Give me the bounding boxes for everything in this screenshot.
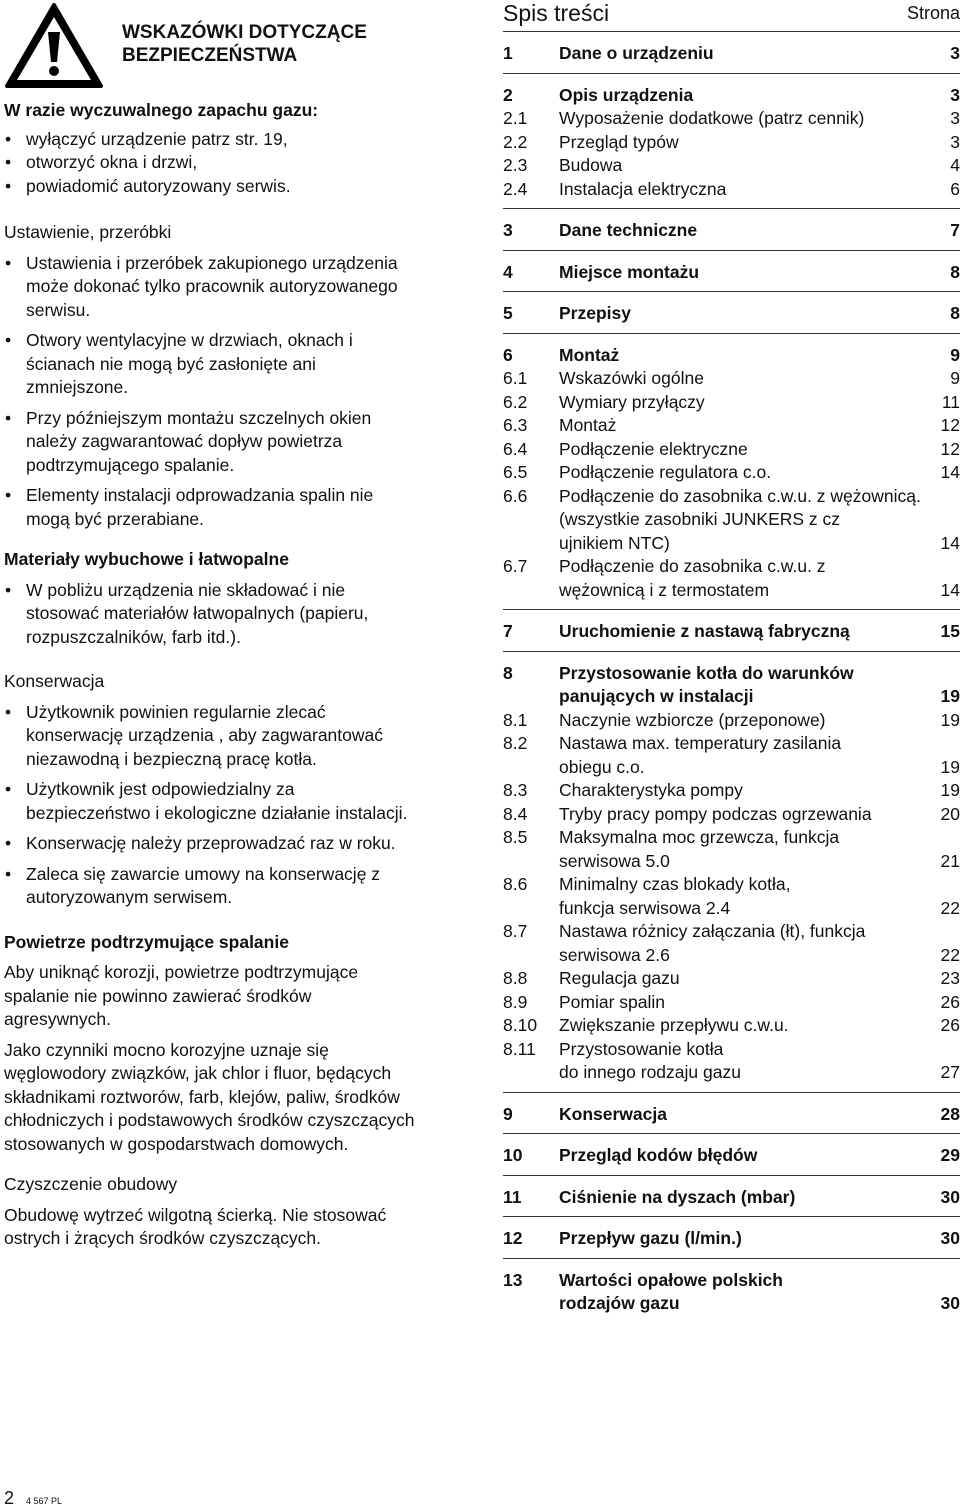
section-heading: W razie wyczuwalnego zapachu gazu: bbox=[4, 100, 319, 120]
toc-entry-title: Charakterystyka pompy bbox=[559, 780, 743, 800]
toc-entry-page: 22 bbox=[940, 944, 960, 965]
toc-entry[interactable] bbox=[503, 826, 960, 873]
toc-entry-number: 3 bbox=[503, 220, 513, 240]
toc-entry-page: 14 bbox=[940, 462, 960, 482]
toc-section bbox=[503, 334, 960, 611]
toc-entry-title: Nastawa max. temperatury zasilania bbox=[559, 733, 842, 753]
paragraph: Aby uniknąć korozji, powietrze podtrzymujące spalanie nie powinno zawierać środków agresywnych. bbox=[4, 962, 359, 1029]
toc-entry-title: Podłączenie do zasobnika c.w.u. z bbox=[559, 556, 826, 576]
toc-entry[interactable] bbox=[503, 555, 960, 602]
toc-entry-title: Przystosowanie kotła do warunków bbox=[559, 662, 854, 683]
toc-entry-number: 6.5 bbox=[503, 462, 528, 482]
toc-section bbox=[503, 292, 960, 334]
toc-entry-number: 2 bbox=[503, 84, 513, 105]
toc-entry-number: 6.7 bbox=[503, 556, 528, 576]
toc-entry-number: 13 bbox=[503, 1269, 523, 1290]
toc-section bbox=[503, 1134, 960, 1176]
toc-entry-number: 8.1 bbox=[503, 709, 528, 730]
toc-entry-title: obiegu c.o. bbox=[559, 756, 645, 777]
toc-entry[interactable] bbox=[503, 84, 960, 108]
bullet-item: • Konserwację należy przeprowadzać raz w roku. bbox=[4, 832, 479, 856]
toc-section bbox=[503, 1093, 960, 1135]
toc-entry[interactable] bbox=[503, 1038, 960, 1085]
toc-entry-number: 10 bbox=[503, 1145, 523, 1165]
toc-entry[interactable] bbox=[503, 461, 960, 485]
toc-entry[interactable] bbox=[503, 1103, 960, 1127]
toc-section bbox=[503, 209, 960, 251]
toc-entry-number: 6.6 bbox=[503, 485, 528, 506]
warning-title-line: BEZPIECZEŃSTWA bbox=[122, 45, 298, 66]
toc-entry-number: 2.3 bbox=[503, 155, 528, 175]
toc-entry-title: Montaż bbox=[559, 415, 617, 435]
toc-entry-title: Zwiększanie przepływu c.w.u. bbox=[559, 1015, 789, 1035]
bullet-item: • Otwory wentylacyjne w drzwiach, oknach i ścianach nie mogą być zasłonięte ani zmniejszone. bbox=[4, 329, 479, 400]
toc-entry[interactable] bbox=[503, 732, 960, 779]
toc-entry-number: 8.5 bbox=[503, 827, 528, 847]
toc-entry-page: 19 bbox=[940, 780, 960, 800]
toc-entry-number: 8.11 bbox=[503, 1038, 536, 1059]
toc-entry[interactable] bbox=[503, 967, 960, 991]
toc-entry[interactable] bbox=[503, 991, 960, 1015]
toc-entry[interactable] bbox=[503, 438, 960, 462]
toc-entry-number: 2.2 bbox=[503, 131, 528, 152]
toc-entry[interactable] bbox=[503, 1144, 960, 1168]
toc-entry[interactable] bbox=[503, 873, 960, 920]
toc-entry[interactable] bbox=[503, 42, 960, 66]
toc-entry-title: Konserwacja bbox=[559, 1103, 667, 1124]
toc-entry-page: 20 bbox=[940, 803, 960, 824]
toc-entry-page: 19 bbox=[940, 709, 960, 730]
toc-entry-page: 8 bbox=[950, 303, 960, 323]
document-code: 4 567 PL bbox=[26, 1496, 63, 1506]
toc-entry-title: rodzajów gazu bbox=[559, 1293, 680, 1313]
toc-entry-number: 8.3 bbox=[503, 780, 528, 800]
toc-entry-page: 30 bbox=[940, 1293, 960, 1313]
toc-entry[interactable] bbox=[503, 219, 960, 243]
toc-entry-title: do innego rodzaju gazu bbox=[559, 1062, 741, 1082]
toc-entry-title: (wszystkie zasobniki JUNKERS z cz bbox=[559, 509, 841, 529]
toc-entry-page: 12 bbox=[940, 415, 960, 435]
toc-entry[interactable] bbox=[503, 131, 960, 155]
toc-entry-title: Budowa bbox=[559, 155, 623, 175]
toc-entry-title: Montaż bbox=[559, 344, 620, 365]
maintenance-section bbox=[4, 670, 479, 910]
toc-entry[interactable] bbox=[503, 920, 960, 967]
toc-entry-title: Wartości opałowe polskich bbox=[559, 1269, 783, 1290]
toc-entry[interactable] bbox=[503, 391, 960, 415]
toc-entry[interactable] bbox=[503, 178, 960, 202]
toc-entry[interactable] bbox=[503, 1014, 960, 1038]
toc-entry-number: 11 bbox=[503, 1186, 522, 1207]
bullet-item: • otworzyć okna i drzwi, bbox=[4, 151, 479, 175]
settings-section bbox=[4, 221, 479, 531]
toc-entry-number: 7 bbox=[503, 621, 513, 641]
toc-entry-title: Pomiar spalin bbox=[559, 991, 666, 1012]
toc-entry-number: 8.9 bbox=[503, 991, 528, 1012]
bullet-item: • wyłączyć urządzenie patrz str. 19, bbox=[4, 128, 479, 152]
toc-entry[interactable] bbox=[503, 1269, 960, 1316]
toc-header bbox=[503, 0, 960, 32]
toc-section bbox=[503, 1176, 960, 1218]
toc-entry-title: Opis urządzenia bbox=[559, 84, 694, 105]
toc-entry-title: wężownicą i z termostatem bbox=[559, 579, 770, 600]
toc-entry-page: 26 bbox=[940, 991, 960, 1012]
toc-entry-title: Minimalny czas blokady kotła, bbox=[559, 874, 791, 894]
toc-entry-page: 3 bbox=[950, 43, 960, 63]
toc-entry[interactable] bbox=[503, 1227, 960, 1251]
toc-entry-number: 8.6 bbox=[503, 874, 528, 894]
toc-entry-page: 30 bbox=[940, 1228, 960, 1248]
section-heading: Czyszczenie obudowy bbox=[4, 1174, 178, 1194]
toc-entry-page: 14 bbox=[940, 579, 960, 600]
toc-entry-number: 12 bbox=[503, 1228, 523, 1248]
toc-entry-title: serwisowa 5.0 bbox=[559, 850, 670, 871]
toc-entry-title: Miejsce montażu bbox=[559, 261, 700, 282]
toc-entry-page: 3 bbox=[950, 84, 960, 105]
toc-entry[interactable] bbox=[503, 367, 960, 391]
gas-smell-section bbox=[4, 99, 479, 198]
toc-entry-page: 8 bbox=[950, 261, 960, 282]
toc-entry-number: 9 bbox=[503, 1103, 513, 1124]
bullet-item: • powiadomić autoryzowany serwis. bbox=[4, 175, 479, 199]
toc-entry-page: 19 bbox=[940, 756, 960, 777]
paragraph: Jako czynniki mocno korozyjne uznaje się węglowodory związków, jak chlor i fluor, będących składnikami roztworów, farb, klejów, paliw, środków chłodniczych i podstawowych środków czyszczących stosowanych w gospodarstwach domowych. bbox=[4, 1039, 415, 1154]
toc-entry-title: ujnikiem NTC) bbox=[559, 532, 670, 553]
bullet-item: • Użytkownik jest odpowiedzialny za bezpieczeństwo i ekologiczne działanie instalacji. bbox=[4, 778, 479, 825]
warning-header bbox=[4, 0, 479, 92]
toc-entry-number: 6.3 bbox=[503, 415, 528, 435]
toc-entry-page: 14 bbox=[940, 532, 960, 553]
toc-entry[interactable] bbox=[503, 1186, 960, 1210]
toc-body bbox=[503, 32, 960, 1323]
toc-entry-title: funkcja serwisowa 2.4 bbox=[559, 897, 731, 918]
combustion-air-section bbox=[4, 931, 479, 1157]
toc-entry[interactable] bbox=[503, 344, 960, 368]
toc-entry-page: 26 bbox=[940, 1015, 960, 1035]
toc-entry-page: 27 bbox=[940, 1062, 960, 1082]
toc-entry-page: 3 bbox=[950, 131, 960, 152]
toc-entry[interactable] bbox=[503, 620, 960, 644]
bullet-item: • Przy późniejszym montażu szczelnych okien należy zagwarantować dopływ powietrza podtrzymującego spalanie. bbox=[4, 407, 479, 478]
toc-entry-title: Tryby pracy pompy podczas ogrzewania bbox=[559, 803, 872, 824]
toc-entry-number: 8.10 bbox=[503, 1015, 538, 1035]
warning-title-line: WSKAZÓWKI DOTYCZĄCE bbox=[122, 22, 367, 43]
toc-entry-title: Regulacja gazu bbox=[559, 968, 680, 988]
toc-entry-page: 6 bbox=[950, 178, 960, 199]
toc-entry-number: 8.7 bbox=[503, 921, 528, 941]
bullet-item: • Użytkownik powinien regularnie zlecać konserwację urządzenia , aby zagwarantować niezawodną i bezpieczną pracę kotła. bbox=[4, 701, 479, 772]
section-heading: Ustawienie, przeróbki bbox=[4, 222, 172, 242]
toc-entry-number: 6.2 bbox=[503, 391, 528, 412]
toc-entry-number: 1 bbox=[503, 43, 513, 63]
bullet-item: • W pobliżu urządzenia nie składować i nie stosować materiałów łatwopalnych (papieru, rozpuszczalników, farb itd.). bbox=[4, 579, 479, 650]
toc-entry[interactable] bbox=[503, 107, 960, 131]
section-heading: Konserwacja bbox=[4, 671, 105, 691]
toc-entry-page: 23 bbox=[940, 968, 960, 988]
bullet-item: • Ustawienia i przeróbek zakupionego urządzenia może dokonać tylko pracownik autoryzowanego serwisu. bbox=[4, 252, 479, 323]
toc-section bbox=[503, 251, 960, 293]
toc-entry-title: Dane techniczne bbox=[559, 220, 698, 240]
toc-entry-page: 15 bbox=[940, 621, 960, 641]
toc-entry-page: 19 bbox=[940, 686, 960, 706]
section-heading: Powietrze podtrzymujące spalanie bbox=[4, 931, 289, 952]
toc-section bbox=[503, 1217, 960, 1259]
toc-entry-number: 6.4 bbox=[503, 438, 528, 459]
toc-entry-page: 30 bbox=[940, 1186, 960, 1207]
toc-entry-number: 6.1 bbox=[503, 368, 528, 388]
toc-entry[interactable] bbox=[503, 485, 960, 556]
toc-entry-title: Przepisy bbox=[559, 303, 631, 323]
explosive-section bbox=[4, 548, 479, 649]
page-number: 2 bbox=[4, 1488, 15, 1508]
toc-section bbox=[503, 1259, 960, 1323]
toc-entry-title: Wymiary przyłączy bbox=[559, 391, 705, 412]
toc-entry[interactable] bbox=[503, 261, 960, 285]
toc-entry[interactable] bbox=[503, 302, 960, 326]
toc-entry[interactable] bbox=[503, 154, 960, 178]
toc-section bbox=[503, 610, 960, 652]
toc-entry-title: Wyposażenie dodatkowe (patrz cennik) bbox=[559, 108, 865, 128]
toc-entry-title: Naczynie wzbiorcze (przeponowe) bbox=[559, 709, 826, 730]
bullet-item: • Elementy instalacji odprowadzania spalin nie mogą być przerabiane. bbox=[4, 484, 479, 531]
toc-entry-title: Wskazówki ogólne bbox=[559, 368, 704, 388]
toc-entry-number: 8.2 bbox=[503, 733, 528, 753]
toc-entry-title: Przystosowanie kotła bbox=[559, 1038, 724, 1059]
toc-entry-page: 21 bbox=[940, 850, 960, 871]
toc-entry-title: serwisowa 2.6 bbox=[559, 944, 670, 965]
safety-column bbox=[4, 0, 479, 1251]
toc-entry-number: 4 bbox=[503, 261, 513, 282]
toc-entry-page: 9 bbox=[950, 368, 960, 388]
toc-entry-title: Uruchomienie z nastawą fabryczną bbox=[559, 621, 850, 641]
toc-entry-title: Podłączenie regulatora c.o. bbox=[559, 462, 772, 482]
warning-triangle-icon bbox=[4, 2, 104, 90]
toc-entry-title: Przepływ gazu (l/min.) bbox=[559, 1228, 742, 1248]
toc-page-header: Strona bbox=[906, 3, 960, 23]
cleaning-section bbox=[4, 1173, 479, 1251]
toc-entry-title: panujących w instalacji bbox=[559, 686, 754, 706]
toc-entry-number: 2.4 bbox=[503, 178, 528, 199]
toc-entry-title: Maksymalna moc grzewcza, funkcja bbox=[559, 827, 840, 847]
toc-entry-title: Dane o urządzeniu bbox=[559, 43, 714, 63]
toc-entry-page: 11 bbox=[941, 391, 960, 412]
section-heading: Materiały wybuchowe i łatwopalne bbox=[4, 549, 289, 569]
warning-title bbox=[122, 21, 367, 67]
paragraph: Obudowę wytrzeć wilgotną ścierką. Nie stosować ostrych i żrących środków czyszczących. bbox=[4, 1204, 387, 1248]
toc-entry-title: Przegląd kodów błędów bbox=[559, 1145, 758, 1165]
toc-entry[interactable] bbox=[503, 779, 960, 803]
toc-entry-number: 6 bbox=[503, 344, 513, 365]
toc-entry-title: Podłączenie elektryczne bbox=[559, 438, 748, 459]
toc-entry-number: 8.4 bbox=[503, 803, 528, 824]
toc-section bbox=[503, 652, 960, 1093]
toc-entry[interactable] bbox=[503, 709, 960, 733]
toc-entry-title: Podłączenie do zasobnika c.w.u. z wężownicą. bbox=[559, 485, 921, 506]
toc-entry-page: 7 bbox=[950, 220, 960, 240]
toc-entry-page: 4 bbox=[950, 155, 960, 175]
toc-entry-title: Ciśnienie na dyszach (mbar) bbox=[559, 1186, 796, 1207]
toc-entry-page: 3 bbox=[950, 108, 960, 128]
toc-entry[interactable] bbox=[503, 414, 960, 438]
toc-entry-page: 28 bbox=[940, 1103, 960, 1124]
toc-entry-title: Przegląd typów bbox=[559, 131, 679, 152]
toc-title: Spis treści bbox=[503, 0, 610, 26]
toc-section bbox=[503, 32, 960, 74]
bullet-item: • Zaleca się zawarcie umowy na konserwację z autoryzowanym serwisem. bbox=[4, 863, 479, 910]
toc-entry-number: 2.1 bbox=[503, 108, 528, 128]
toc-entry-page: 9 bbox=[950, 344, 960, 365]
toc-entry[interactable] bbox=[503, 803, 960, 827]
toc-entry-page: 29 bbox=[940, 1145, 960, 1165]
toc-entry-title: Nastawa różnicy załączania (łt), funkcja bbox=[559, 921, 866, 941]
toc-entry-page: 12 bbox=[940, 438, 960, 459]
toc-entry-title: Instalacja elektryczna bbox=[559, 178, 727, 199]
toc-entry-page: 22 bbox=[940, 897, 960, 918]
toc-entry[interactable] bbox=[503, 662, 960, 709]
table-of-contents bbox=[503, 0, 960, 1323]
toc-entry-number: 8.8 bbox=[503, 968, 528, 988]
toc-section bbox=[503, 74, 960, 210]
toc-entry-number: 8 bbox=[503, 662, 513, 683]
toc-entry-number: 5 bbox=[503, 303, 513, 323]
